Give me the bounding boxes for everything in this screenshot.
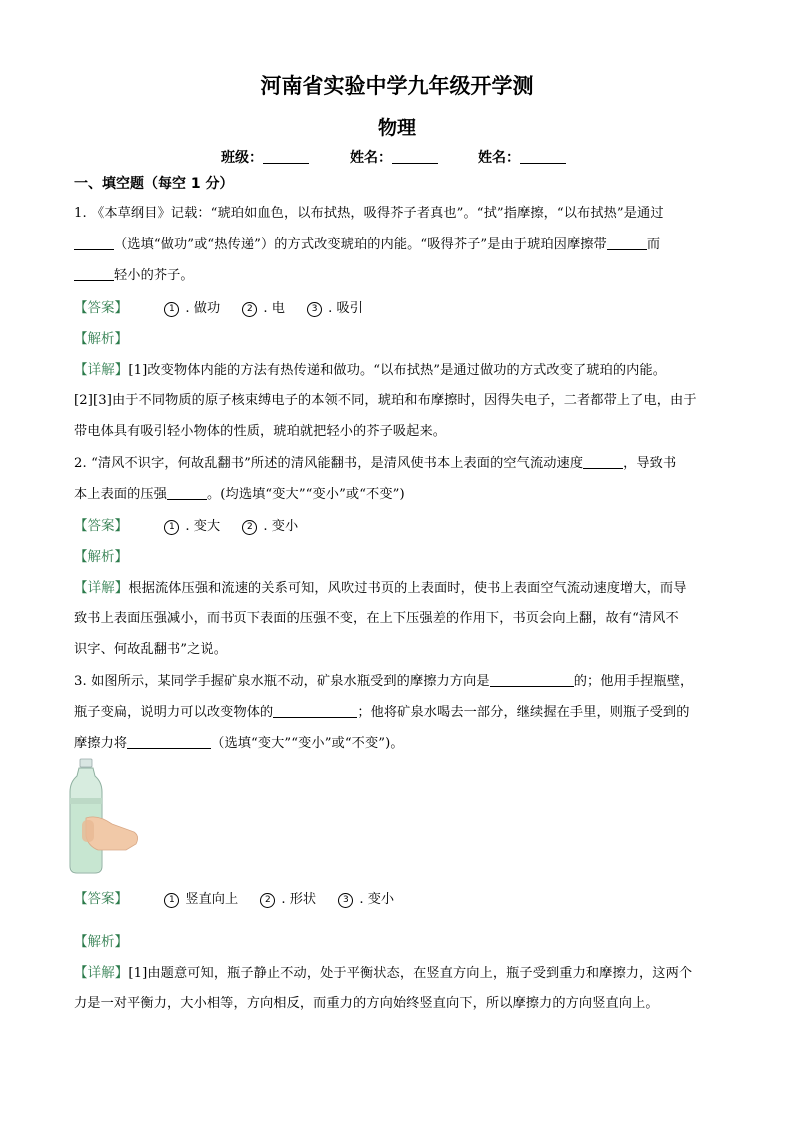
q1-answer-2 — [242, 301, 285, 316]
answer-text: . 变小 — [359, 892, 395, 907]
q2-line2-start: 本上表面的压强 — [74, 487, 168, 502]
q1-answer-1 — [164, 301, 220, 316]
q3-line2-start: 瓶子变扁，说明力可以改变物体的 — [74, 705, 274, 720]
class-label: 班级： — [221, 150, 263, 166]
q2-line2-end: 。(均选填“变大”“变小”或“不变”) — [207, 487, 405, 502]
answer-tag: 【答案】 — [74, 518, 128, 534]
q1-line2-text: （选填“做功”或“热传递”）的方式改变琥珀的内能。“吸得芥子”是由于琥珀因摩擦带 — [114, 237, 607, 252]
q1-line3-text: 轻小的芥子。 — [114, 268, 194, 283]
q3-blank-2 — [273, 704, 357, 718]
name-field-2 — [478, 147, 566, 167]
q1-line1: 1. 《本草纲目》记载：“琥珀如血色，以布拭热，吸得芥子者真也”。“拭”指摩擦，“以布拭热”是通过 — [74, 206, 664, 221]
circled-number: 1 — [164, 893, 179, 908]
water-bottle-illustration — [68, 758, 140, 876]
q2-line1-end: ，导致书 — [623, 456, 677, 471]
section-heading: 一、填空题（每空 1 分） — [74, 176, 234, 192]
q3-line3-start: 摩擦力将 — [74, 736, 128, 751]
q2-detail2: 致书上表面压强减小，而书页下表面的压强不变，在上下压强差的作用下，书页会向上翻，故有“清风不 — [74, 611, 679, 626]
q3-line1-end: 的；他用手捏瓶壁， — [573, 674, 694, 689]
answer-text: . 做功 — [185, 301, 221, 316]
q1-answer — [74, 296, 381, 317]
q3-line1-start: 3. 如图所示，某同学手握矿泉水瓶不动，矿泉水瓶受到的摩擦力方向是 — [74, 674, 490, 689]
q2-line1-text: 2. “清风不识字，何故乱翻书”所述的清风能翻书，是清风使书本上表面的空气流动速度 — [74, 456, 584, 471]
name-blank-2 — [520, 150, 566, 164]
q1-detail1 — [74, 358, 666, 378]
circled-number: 2 — [242, 520, 257, 535]
q2-answer-2 — [242, 519, 298, 534]
q3-detail2: 力是一对平衡力，大小相等，方向相反，而重力的方向始终竖直向下，所以摩擦力的方向竖直向上。 — [74, 996, 659, 1011]
detail-tag: 【详解】 — [74, 362, 129, 378]
q2-line2 — [74, 483, 405, 502]
circled-number: 3 — [307, 302, 322, 317]
q3-answer-2 — [260, 892, 316, 907]
answer-text: 竖直向上 — [185, 892, 239, 907]
q3-line2 — [74, 701, 690, 720]
q3-line3 — [74, 732, 404, 751]
q3-answer-3 — [338, 892, 394, 907]
q3-analysis-tag: 【解析】 — [74, 934, 128, 950]
class-field — [221, 147, 309, 167]
q3-blank-3 — [127, 735, 211, 749]
exam-title: 河南省实验中学九年级开学测 — [260, 74, 534, 98]
q1-line3 — [74, 264, 194, 283]
bottle-hand-icon — [68, 758, 140, 876]
detail-tag: 【详解】 — [74, 965, 129, 981]
q1-line2 — [74, 233, 660, 252]
q2-blank-1 — [583, 455, 623, 469]
answer-text: . 电 — [263, 301, 285, 316]
q1-blank-1 — [74, 236, 114, 250]
q3-answer — [74, 887, 412, 908]
q3-line2-end: ；他将矿泉水喝去一部分，继续握在手里，则瓶子受到的 — [357, 705, 690, 720]
answer-tag: 【答案】 — [74, 300, 128, 316]
q1-detail3: 带电体具有吸引轻小物体的性质，琥珀就把轻小的芥子吸起来。 — [74, 424, 447, 439]
detail-text: 根据流体压强和流速的关系可知，风吹过书页的上表面时，使书上表面空气流动速度增大，而导 — [128, 581, 687, 596]
q2-line1 — [74, 452, 676, 471]
q1-line2-end: 而 — [646, 237, 661, 252]
q3-blank-1 — [490, 673, 574, 687]
q3-line1 — [74, 670, 693, 689]
q1-answer-3 — [307, 301, 363, 316]
q2-detail3: 识字、何故乱翻书”之说。 — [74, 642, 228, 657]
circled-number: 2 — [242, 302, 257, 317]
q2-analysis-tag: 【解析】 — [74, 549, 128, 565]
detail-tag: 【详解】 — [74, 580, 129, 596]
q2-answer-1 — [164, 519, 220, 534]
q1-blank-3 — [74, 267, 114, 281]
answer-tag: 【答案】 — [74, 891, 128, 907]
q1-analysis-tag: 【解析】 — [74, 331, 128, 347]
q3-answer-1 — [164, 892, 238, 907]
q1-detail2: [2][3]由于不同物质的原子核束缚电子的本领不同，琥珀和布摩擦时，因得失电子，二者都带上了电，由于 — [74, 393, 697, 408]
q3-line3-end: （选填“变大”“变小”或“不变”)。 — [211, 736, 404, 751]
subject-title: 物理 — [377, 117, 416, 139]
q2-blank-2 — [167, 486, 207, 500]
answer-text: . 变小 — [263, 519, 299, 534]
detail-text: [1]由题意可知，瓶子静止不动，处于平衡状态，在竖直方向上，瓶子受到重力和摩擦力，这两个 — [128, 966, 693, 981]
circled-number: 2 — [260, 893, 275, 908]
q2-detail1 — [74, 576, 686, 596]
answer-text: . 吸引 — [328, 301, 363, 316]
class-blank — [263, 150, 309, 164]
answer-text: . 变大 — [185, 519, 221, 534]
detail-text: [1]改变物体内能的方法有热传递和做功。“以布拭热”是通过做功的方式改变了琥珀的内能。 — [128, 363, 666, 378]
name-label-1: 姓名： — [350, 150, 392, 166]
circled-number: 1 — [164, 302, 179, 317]
q2-answer — [74, 514, 316, 535]
q3-detail1 — [74, 961, 692, 981]
q1-blank-2 — [607, 236, 647, 250]
circled-number: 3 — [338, 893, 353, 908]
circled-number: 1 — [164, 520, 179, 535]
answer-text: . 形状 — [281, 892, 317, 907]
name-label-2: 姓名： — [478, 150, 520, 166]
name-blank-1 — [392, 150, 438, 164]
name-field-1 — [350, 147, 438, 167]
